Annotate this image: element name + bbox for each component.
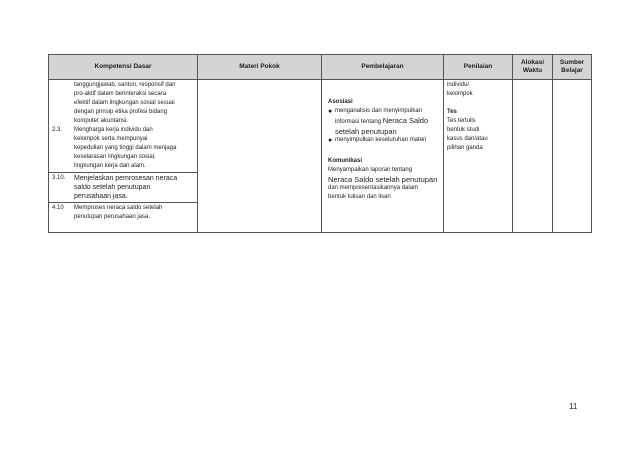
header-penilaian: Penilaian xyxy=(444,55,513,80)
kd-3-10-line: perusahaan jasa. xyxy=(74,193,128,200)
kd-3-10-line: Menjelaskan pemrosesan neraca xyxy=(74,175,178,182)
bullet-1-emphasis: Neraca Saldo xyxy=(382,116,429,125)
kd-2-3-line: kelompok serta mempunyai xyxy=(74,136,148,142)
bullet-icon: ● xyxy=(328,137,333,144)
asosiasi-bullet-2 xyxy=(328,136,439,145)
header-alokasi-line-1: Alokasi xyxy=(520,59,545,66)
cell-sumber-belajar xyxy=(553,80,592,233)
tes-heading: Tes xyxy=(447,109,457,115)
kd-2-3-number: 2.3. xyxy=(52,127,63,133)
bullet-2-line: menyimpulkan keseluruhan materi xyxy=(335,137,427,143)
tes-line: Tes tertulis xyxy=(447,118,476,124)
tes-line: kasus dan/atau xyxy=(447,136,488,142)
header-pembelajaran: Pembelajaran xyxy=(322,55,444,80)
header-materi-pokok: Materi Pokok xyxy=(198,55,322,80)
komunikasi-line: Menyampaikan laporan tentang xyxy=(328,167,413,173)
syllabus-table xyxy=(48,54,592,233)
tes-line: bentuk studi xyxy=(447,127,480,133)
bullet-1-line: informasi tentang xyxy=(335,119,383,125)
asosiasi-heading: Asosiasi xyxy=(328,99,353,105)
page-number: 11 xyxy=(569,402,578,411)
kd-2-3-line: lingkungan kerja dan alam. xyxy=(74,163,146,169)
komunikasi-line: Neraca Saldo setelah penutupan xyxy=(328,175,438,184)
table-header-row xyxy=(49,55,592,80)
tes-line: pilihan ganda xyxy=(447,145,483,151)
bullet-1-line: setelah penutupan xyxy=(335,127,397,136)
kd-cont-line: efektif dalam lingkungan sosial sesuai xyxy=(74,100,175,106)
kd-3-10-block xyxy=(49,172,197,202)
kd-cont-line: pro-aktif dalam berinteraksi secara xyxy=(74,91,167,97)
cell-penilaian xyxy=(444,80,513,233)
komunikasi-line: dan mempresentasikannya dalam xyxy=(328,185,419,191)
penilaian-line: individu/ xyxy=(447,82,470,88)
kd-4-10-block xyxy=(49,202,197,232)
kd-4-10-number: 4.10 xyxy=(52,205,64,211)
kd-4-10-line: penutupan perusahaan jasa. xyxy=(74,214,151,220)
cell-alokasi-waktu xyxy=(513,80,553,233)
header-sumber-line-2: Belajar xyxy=(561,67,583,74)
kd-cont-line: dengan prinsip etika profesi bidang xyxy=(74,109,168,115)
kd-3-10-line: saldo setelah penutupan xyxy=(74,184,151,191)
kd-3-10-number: 3.10. xyxy=(52,175,66,181)
kd-2-3-line: keselarasan lingkungan sosial, xyxy=(74,154,156,160)
header-alokasi-waktu xyxy=(513,55,553,80)
cell-pembelajaran xyxy=(322,80,444,233)
header-kompetensi-dasar: Kompetensi Dasar xyxy=(49,55,198,80)
cell-kompetensi-dasar xyxy=(49,80,198,233)
kd-cont-line: tanggungjawab, santun, responsif dan xyxy=(74,82,176,88)
header-sumber-belajar xyxy=(553,55,592,80)
bullet-1-line: menganalisis dan menyimpulkan xyxy=(335,108,423,114)
kd-2-3-line: Mengharga kerja individu dan xyxy=(74,127,153,133)
cell-materi-pokok xyxy=(198,80,322,233)
kd-4-10-line: Memproses neraca saldo setelah xyxy=(74,205,163,211)
asosiasi-bullet-1 xyxy=(328,107,439,136)
header-alokasi-line-2: Waktu xyxy=(522,67,543,74)
header-sumber-line-1: Sumber xyxy=(559,59,585,66)
penilaian-line: kelompok xyxy=(447,91,473,97)
bullet-icon: ● xyxy=(328,108,333,115)
komunikasi-line: bentuk tulisan dan lisan xyxy=(328,194,391,200)
table-row xyxy=(49,80,592,233)
kd-2-3-line: kepedulian yang tinggi dalam menjaga xyxy=(74,145,177,151)
komunikasi-heading: Komunikasi xyxy=(328,158,363,164)
kd-cont-line: komputer akuntansi. xyxy=(74,118,129,124)
kd-continuation-block xyxy=(49,80,197,172)
